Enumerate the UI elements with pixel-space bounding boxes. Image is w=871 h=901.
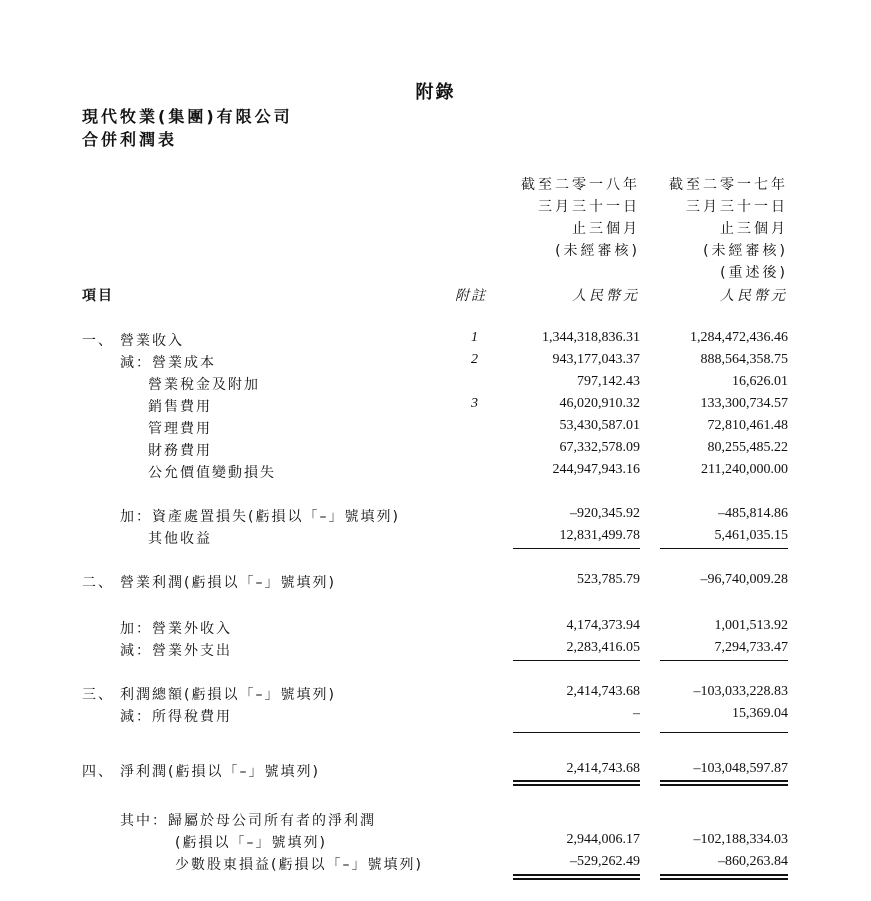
value-2018: 67,332,578.09: [559, 440, 640, 455]
value-2017: 1,001,513.92: [714, 618, 788, 633]
value-2017: 72,810,461.48: [707, 418, 788, 433]
row-label: 財務費用: [148, 443, 212, 459]
row-label: 減：營業成本: [120, 355, 216, 371]
value-2018: –529,262.49: [570, 854, 640, 869]
col1-line: 止三個月: [572, 221, 640, 237]
row-note: 3: [471, 396, 478, 411]
total-double-rule: [513, 874, 640, 880]
subtotal-rule: [660, 732, 788, 733]
value-2017: 5,461,035.15: [714, 528, 788, 543]
col1-line: 截至二零一八年: [521, 177, 640, 193]
total-double-rule: [513, 780, 640, 786]
document-title: 附錄: [415, 82, 456, 103]
col2-line: (重述後): [720, 265, 788, 281]
value-2017: –103,033,228.83: [693, 684, 788, 699]
subtotal-rule: [513, 660, 640, 661]
row-label: 少數股東損益(虧損以「–」號填列): [175, 857, 423, 873]
value-2018: 46,020,910.32: [559, 396, 640, 411]
company-name: 現代牧業(集團)有限公司: [82, 107, 293, 126]
value-2017: 15,369.04: [732, 706, 788, 721]
value-2018: 4,174,373.94: [566, 618, 640, 633]
value-2018: 797,142.43: [577, 374, 640, 389]
value-2017: –102,188,334.03: [693, 832, 788, 847]
value-2017: 7,294,733.47: [714, 640, 788, 655]
row-number: 二、: [82, 575, 114, 591]
value-2017: 1,284,472,436.46: [690, 330, 788, 345]
value-2018: 12,831,499.78: [559, 528, 640, 543]
row-label: 減：所得稅費用: [120, 709, 232, 725]
col2-line: 截至二零一七年: [669, 177, 788, 193]
col2-line: 止三個月: [720, 221, 788, 237]
value-2018: 943,177,043.37: [552, 352, 640, 367]
subtotal-rule: [660, 548, 788, 549]
row-label: 其他收益: [148, 531, 212, 547]
col1-line: (未經審核): [555, 243, 640, 259]
row-label: 營業收入: [120, 333, 184, 349]
row-label: (虧損以「–」號填列): [175, 835, 327, 851]
subtotal-rule: [513, 732, 640, 733]
col1-currency: 人民幣元: [572, 288, 640, 304]
subtotal-rule: [660, 660, 788, 661]
row-label: 管理費用: [148, 421, 212, 437]
value-2017: –860,263.84: [718, 854, 788, 869]
value-2017: 211,240,000.00: [701, 462, 788, 477]
row-label: 加：資產處置損失(虧損以「–」號填列): [120, 509, 400, 525]
row-label: 銷售費用: [148, 399, 212, 415]
value-2017: –485,814.86: [718, 506, 788, 521]
row-number: 一、: [82, 333, 114, 349]
row-label: 營業稅金及附加: [148, 377, 260, 393]
value-2018: 2,414,743.68: [566, 684, 640, 699]
subtotal-rule: [513, 548, 640, 549]
value-2017: 133,300,734.57: [700, 396, 788, 411]
item-header: 項目: [82, 288, 114, 304]
row-label: 公允價值變動損失: [148, 465, 276, 481]
row-label: 利潤總額(虧損以「–」號填列): [120, 687, 336, 703]
row-note: 1: [471, 330, 478, 345]
value-2017: 16,626.01: [732, 374, 788, 389]
total-double-rule: [660, 874, 788, 880]
value-2017: –103,048,597.87: [693, 761, 788, 776]
value-2018: 244,947,943.16: [552, 462, 640, 477]
col1-line: 三月三十一日: [538, 199, 640, 215]
value-2018: 523,785.79: [577, 572, 640, 587]
col2-line: (未經審核): [703, 243, 788, 259]
row-label: 營業利潤(虧損以「–」號填列): [120, 575, 336, 591]
note-header: 附註: [455, 288, 487, 304]
value-2018: 53,430,587.01: [559, 418, 640, 433]
value-2018: 1,344,318,836.31: [542, 330, 640, 345]
col2-currency: 人民幣元: [720, 288, 788, 304]
value-2018: 2,944,006.17: [566, 832, 640, 847]
row-number: 四、: [82, 764, 114, 780]
value-2017: 80,255,485.22: [707, 440, 788, 455]
value-2018: –: [633, 706, 640, 721]
col2-line: 三月三十一日: [686, 199, 788, 215]
row-note: 2: [471, 352, 478, 367]
value-2017: 888,564,358.75: [700, 352, 788, 367]
statement-title: 合併利潤表: [82, 130, 178, 149]
row-number: 三、: [82, 687, 114, 703]
row-label: 減：營業外支出: [120, 643, 232, 659]
value-2018: –920,345.92: [570, 506, 640, 521]
row-label: 加：營業外收入: [120, 621, 232, 637]
row-label: 其中：歸屬於母公司所有者的淨利潤: [120, 813, 376, 829]
value-2017: –96,740,009.28: [700, 572, 788, 587]
row-label: 淨利潤(虧損以「–」號填列): [120, 764, 320, 780]
value-2018: 2,414,743.68: [566, 761, 640, 776]
value-2018: 2,283,416.05: [566, 640, 640, 655]
total-double-rule: [660, 780, 788, 786]
